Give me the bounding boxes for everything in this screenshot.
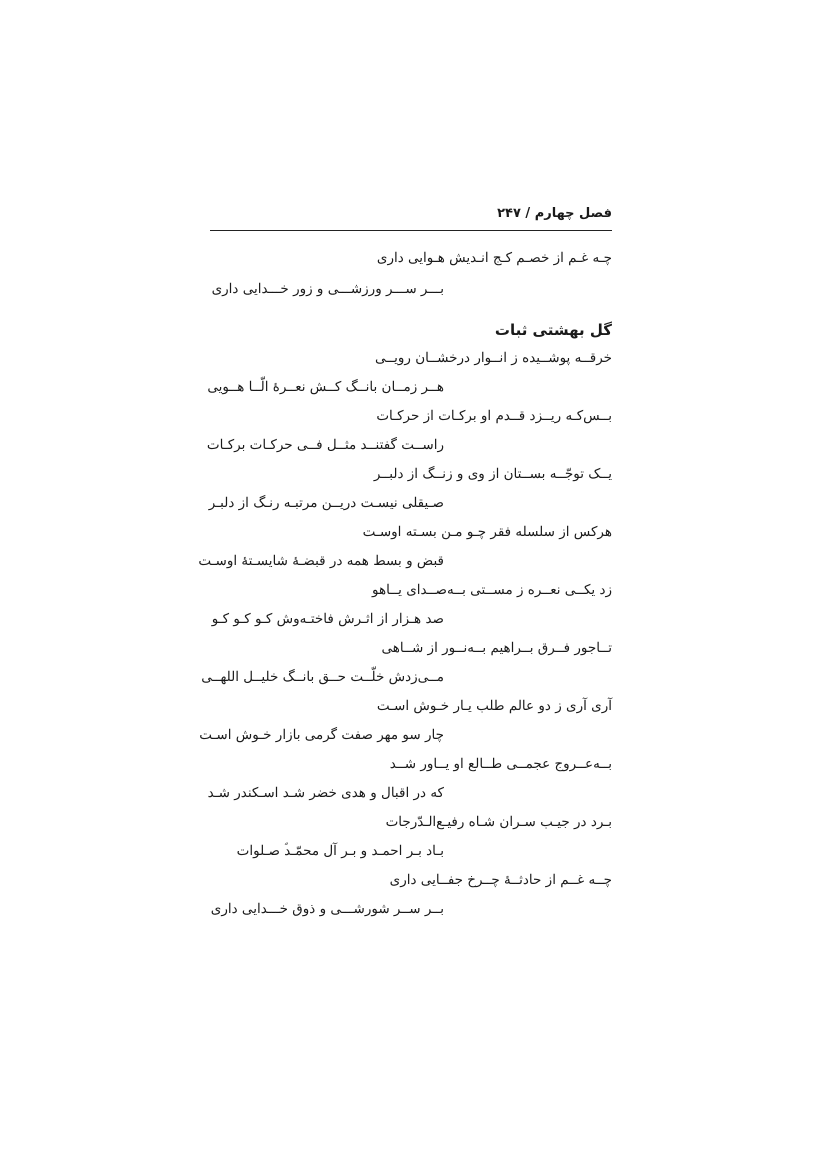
running-head: فصل چهارم / ۲۴۷: [497, 206, 612, 221]
section-heading: گل بهشتی ثبات: [494, 321, 612, 339]
verse-line: بـاد بـر احمـد و بـر آل محمّـد‌ؐ صـلوات: [236, 843, 444, 859]
verse-line: مــی‌زدش خلّــت حــق بانــگ خلیــل اللهــی: [201, 669, 444, 685]
verse-line: که در اقبال و هدی خضر شـد اسـکندر شـد: [207, 785, 444, 801]
verse-line: چار سو مهر صفت گرمی بازار خـوش اسـت: [199, 727, 444, 743]
verse-line: چــه غــم از حادثــهٔ چــرخ جفــایی داری: [389, 872, 612, 888]
verse-line: قبض و بسط همه در قبضـهٔ شایسـتهٔ اوسـت: [198, 553, 444, 569]
verse-line: هــر زمــان بانــگ کــش نعــرهٔ الّــا هــویی: [207, 379, 444, 395]
verse-line: تــاجور فــرق بــراهیم بــه‌نــور از شــاهی: [381, 640, 612, 656]
verse-line: بــر ســر شورشـــی و ذوق خـــدایی داری: [210, 901, 444, 917]
verse-line: آری آری ز دو عالم طلب یـار خـوش اسـت: [376, 698, 612, 714]
verse-line: زد یکــی نعــره ز مســتی بــه‌صــدای یــاهو: [372, 582, 612, 598]
verse-line: بـــر ســـر ورزشـــی و زور خـــدایی داری: [211, 281, 444, 297]
verse-line: چـه غـم از خصـم کـج انـدیش هـوایی داری: [376, 250, 612, 266]
header-rule: [210, 230, 612, 231]
verse-line: هرکس از سلسله فقر چـو مـن بسـته اوسـت: [362, 524, 612, 540]
verse-line: بـرد در جیـب سـران شـاه رفیـع‌الـدّرجات: [385, 814, 612, 830]
verse-line: صـیقلی نیسـت دریــن مرتبـه رنـگ از دلبـر: [208, 495, 444, 511]
verse-line: راســت گفتنــد مثــل فــی حرکـات برکـات: [206, 437, 444, 453]
verse-line: بــس‌کـه ریــزد قــدم او برکـات از حرکـات: [376, 408, 612, 424]
verse-line: خرقــه پوشــیده ز انــوار درخشــان رویــی: [374, 350, 612, 366]
verse-line: بــه‌عــروج عجمــی طــالع او یــاور شــد: [389, 756, 612, 772]
verse-line: یــک توجّــه بســتان از وی و زنــگ از دلبــر: [373, 466, 612, 482]
verse-line: صد هـزار از اثـرش فاختـه‌وش کـو کـو کـو: [211, 611, 444, 627]
